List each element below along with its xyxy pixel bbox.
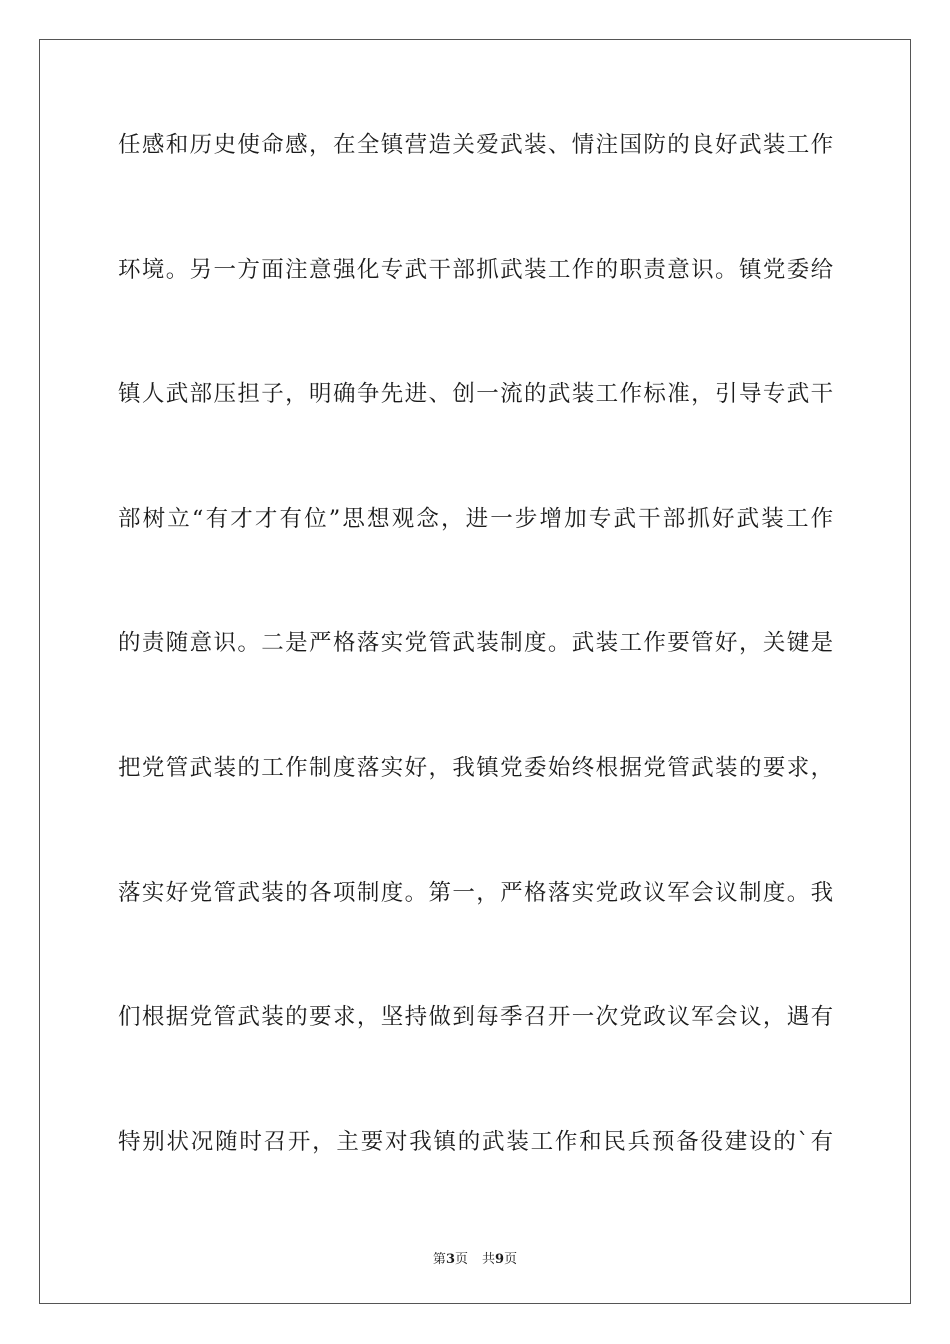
total-pages: 9 (495, 1252, 505, 1267)
body-line-6: 把党管武装的工作制度落实好，我镇党委始终根据党管武装的要求， (118, 754, 834, 781)
page-indicator (433, 1252, 468, 1267)
page-number: 3 (445, 1252, 455, 1267)
page-suffix: 页 (454, 1252, 468, 1267)
total-indicator (482, 1252, 517, 1267)
page-footer (0, 1248, 950, 1267)
body-line-8: 们根据党管武装的要求，坚持做到每季召开一次党政议军会议，遇有 (118, 1004, 834, 1031)
body-line-3: 镇人武部压担子，明确争先进、创一流的武装工作标准，引导专武干 (118, 381, 834, 408)
document-body (118, 125, 834, 1246)
body-line-9: 特别状况随时召开，主要对我镇的武装工作和民兵预备役建设的`有 (118, 1128, 834, 1155)
page-prefix: 第 (432, 1252, 446, 1267)
total-suffix: 页 (504, 1252, 518, 1267)
body-line-7: 落实好党管武装的各项制度。第一，严格落实党政议军会议制度。我 (118, 879, 834, 906)
body-line-2: 环境。另一方面注意强化专武干部抓武装工作的职责意识。镇党委给 (118, 256, 834, 283)
body-line-5: 的责随意识。二是严格落实党管武装制度。武装工作要管好，关键是 (118, 630, 834, 657)
total-prefix: 共 (482, 1252, 496, 1267)
body-line-4: 部树立“有才才有位”思想观念，进一步增加专武干部抓好武装工作 (118, 505, 834, 532)
body-line-1: 任感和历史使命感，在全镇营造关爱武装、情注国防的良好武装工作 (118, 132, 834, 158)
